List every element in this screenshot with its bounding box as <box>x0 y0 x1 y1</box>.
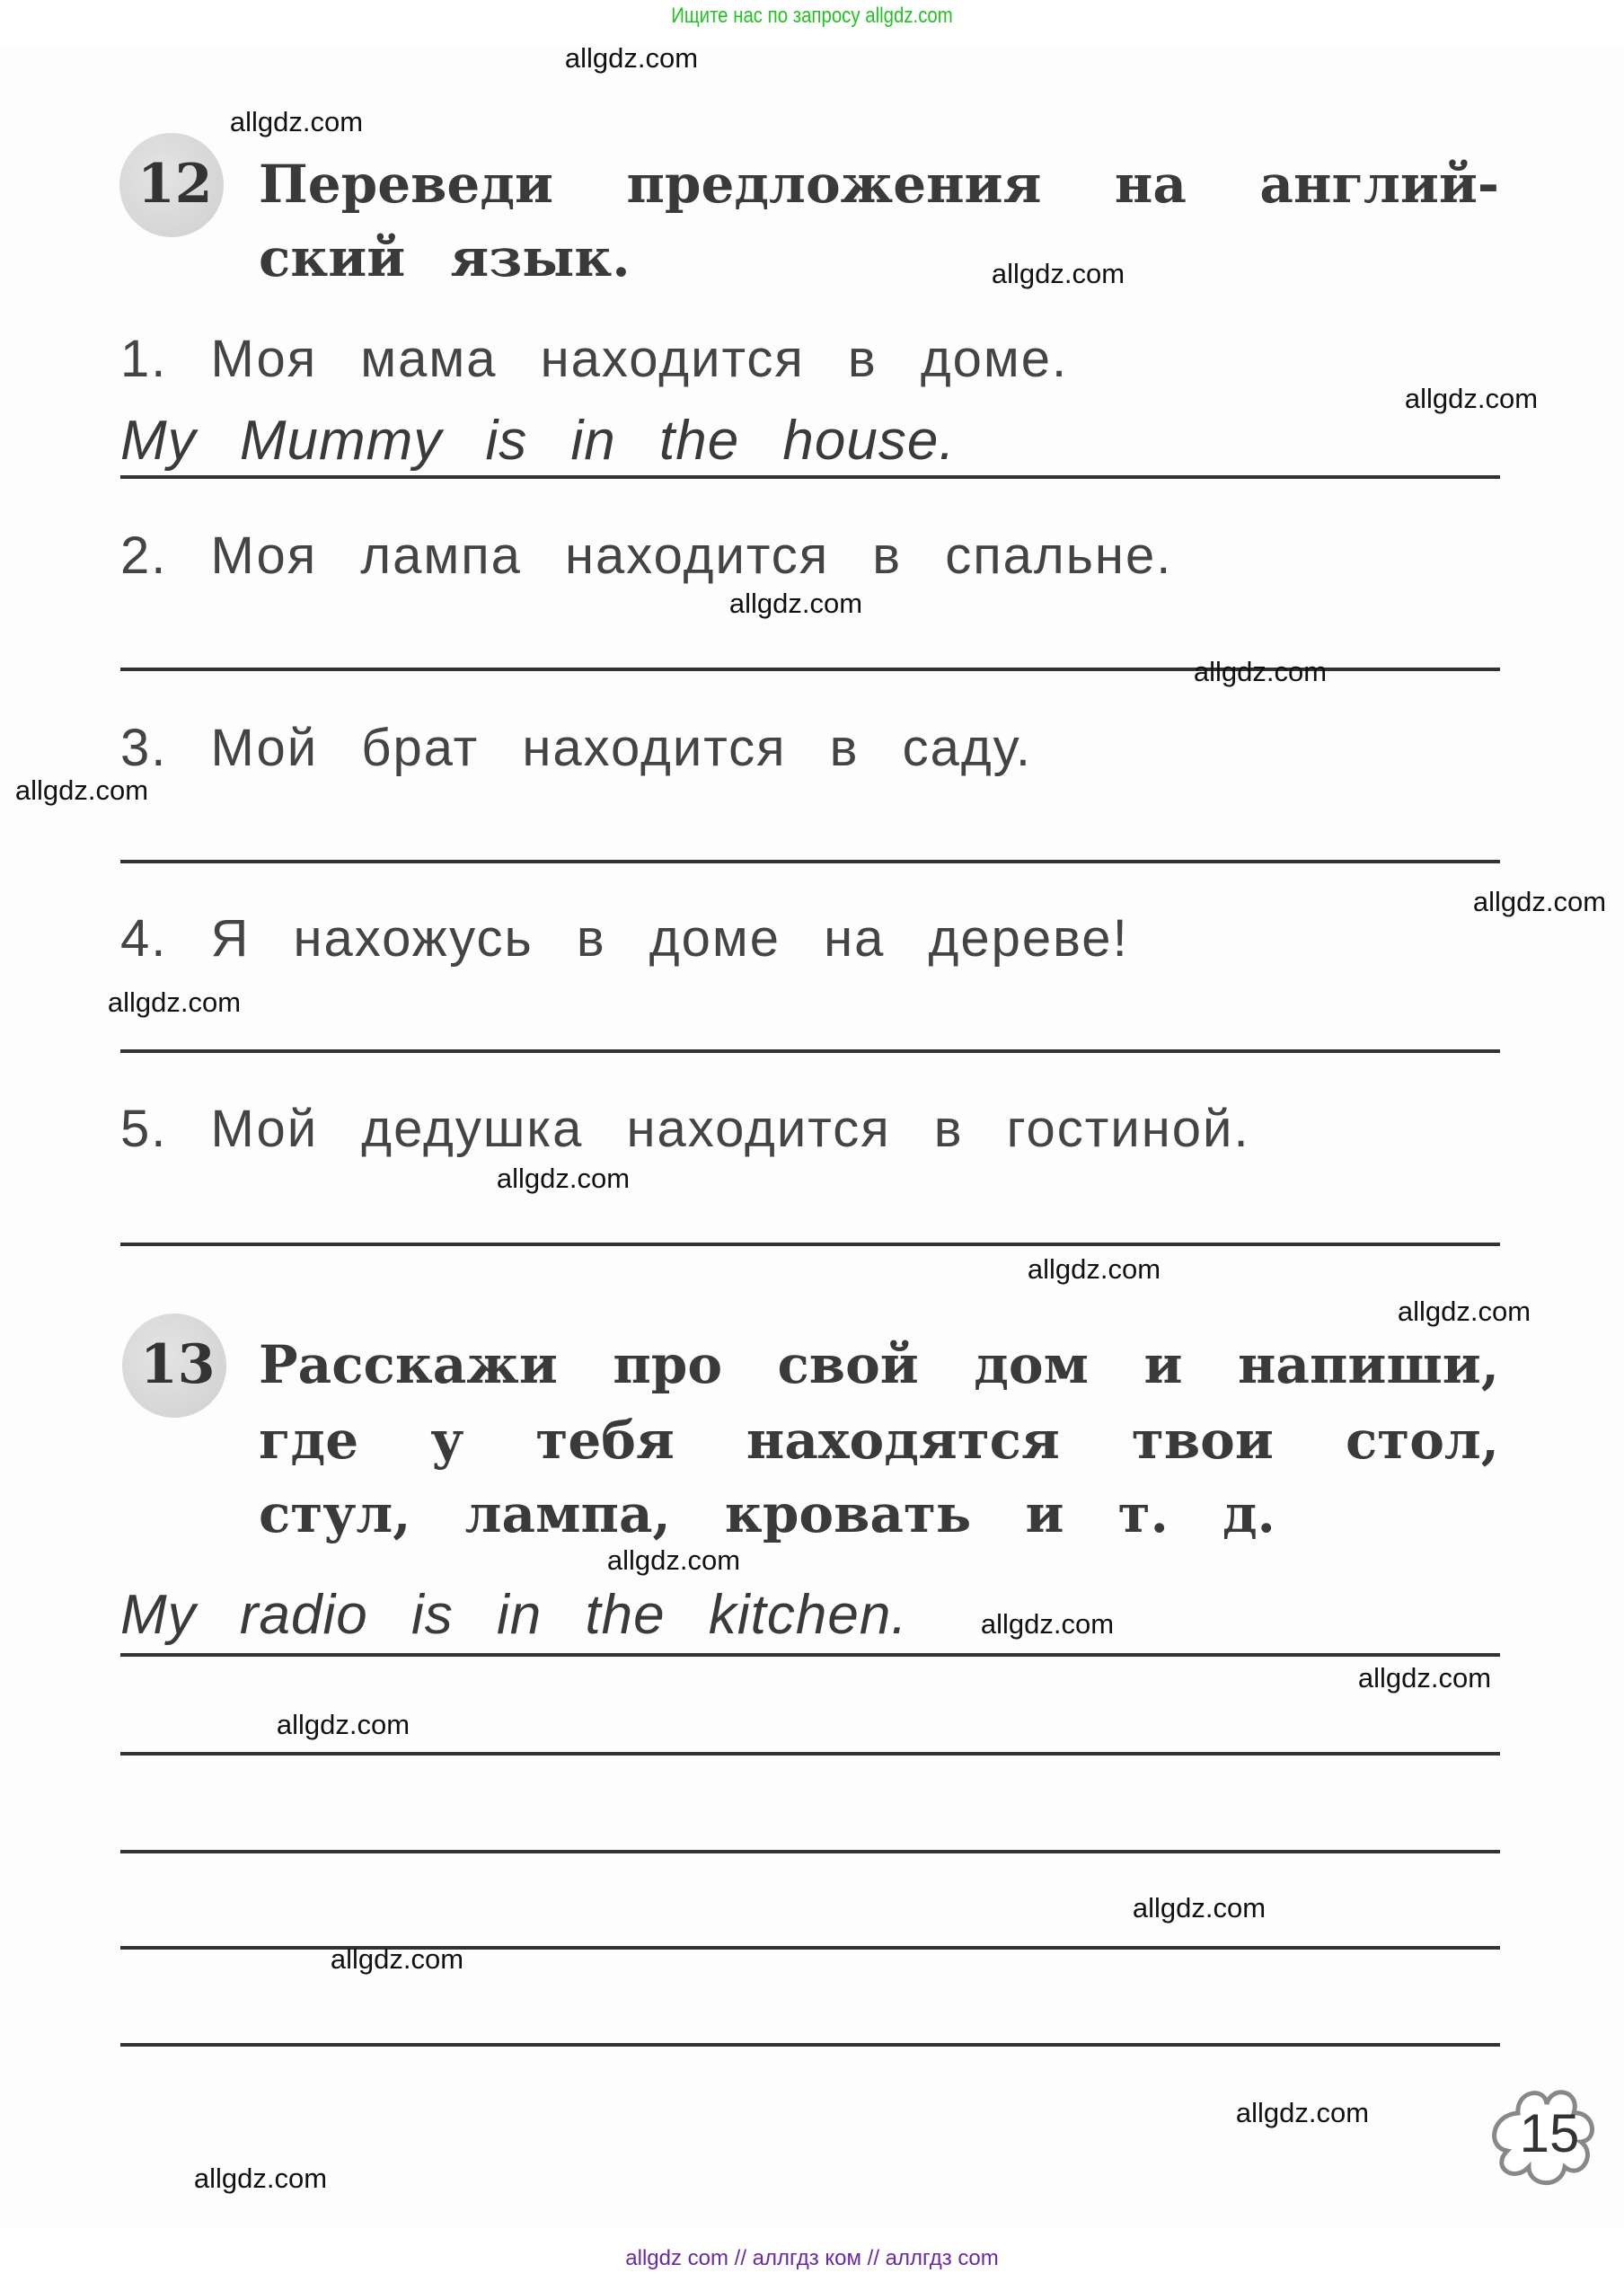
watermark: allgdz.com <box>564 42 699 74</box>
watermark: allgdz.com <box>229 106 364 137</box>
watermark: allgdz.com <box>1472 886 1607 917</box>
watermark: allgdz.com <box>728 588 863 619</box>
watermark: allgdz.com <box>1027 1253 1161 1285</box>
exercise-number-badge <box>119 133 224 237</box>
watermark: allgdz.com <box>276 1709 410 1740</box>
answer-line <box>120 1653 1500 1657</box>
watermark: allgdz.com <box>1404 383 1539 414</box>
watermark: allgdz.com <box>107 986 242 1018</box>
watermark: allgdz.com <box>496 1163 631 1194</box>
exercise-heading: Расскажи про свой дом и напиши, <box>259 1334 1499 1395</box>
answer-1[interactable]: My Mummy is in the house. <box>120 410 956 472</box>
exercise-number-badge <box>122 1313 226 1418</box>
watermark: allgdz.com <box>980 1608 1115 1640</box>
sentence-5: 5. Мой дедушка находится в гостиной. <box>120 1100 1250 1158</box>
answer-line[interactable] <box>120 1850 1500 1853</box>
watermark: allgdz.com <box>1132 1892 1267 1924</box>
watermark: allgdz.com <box>991 258 1125 289</box>
exercise-number: 12 <box>137 153 213 216</box>
sentence-2: 2. Моя лампа находится в спальне. <box>120 526 1173 585</box>
watermark: allgdz.com <box>14 774 149 806</box>
exercise-heading: ский язык. <box>259 227 631 288</box>
watermark: allgdz.com <box>606 1544 741 1576</box>
watermark: allgdz.com <box>330 1943 464 1975</box>
exercise-heading: Переведи предложения на англий- <box>259 154 1499 215</box>
answer-line[interactable] <box>120 1752 1500 1756</box>
answer-line[interactable] <box>120 1243 1500 1246</box>
search-banner[interactable]: Ищите нас по запросу allgdz.com <box>671 4 953 28</box>
watermark: allgdz.com <box>1235 2097 1370 2128</box>
sentence-3: 3. Мой брат находится в саду. <box>120 719 1032 777</box>
sentence-1: 1. Моя мама находится в доме. <box>120 330 1069 388</box>
watermark: allgdz.com <box>1193 656 1328 687</box>
watermark: allgdz.com <box>1357 1662 1492 1694</box>
watermark: allgdz.com <box>193 2163 328 2194</box>
exercise-heading: стул, лампа, кровать и т. д. <box>259 1483 1275 1544</box>
answer-line[interactable] <box>120 1946 1500 1950</box>
page-number: 15 <box>1519 2103 1580 2163</box>
answer-line[interactable] <box>120 2043 1500 2047</box>
footer-links[interactable]: allgdz com // аллгдз ком // аллгдз com <box>625 2246 999 2270</box>
answer-text[interactable]: My radio is in the kitchen. <box>120 1584 908 1646</box>
watermark: allgdz.com <box>1397 1296 1531 1327</box>
exercise-heading: где у тебя находятся твои стол, <box>259 1410 1499 1471</box>
page-number-badge <box>1482 2077 1608 2194</box>
answer-line[interactable] <box>120 1049 1500 1053</box>
answer-line <box>120 475 1500 479</box>
answer-line[interactable] <box>120 860 1500 863</box>
exercise-number: 13 <box>140 1333 216 1396</box>
sentence-4: 4. Я нахожусь в доме на дереве! <box>120 909 1129 968</box>
